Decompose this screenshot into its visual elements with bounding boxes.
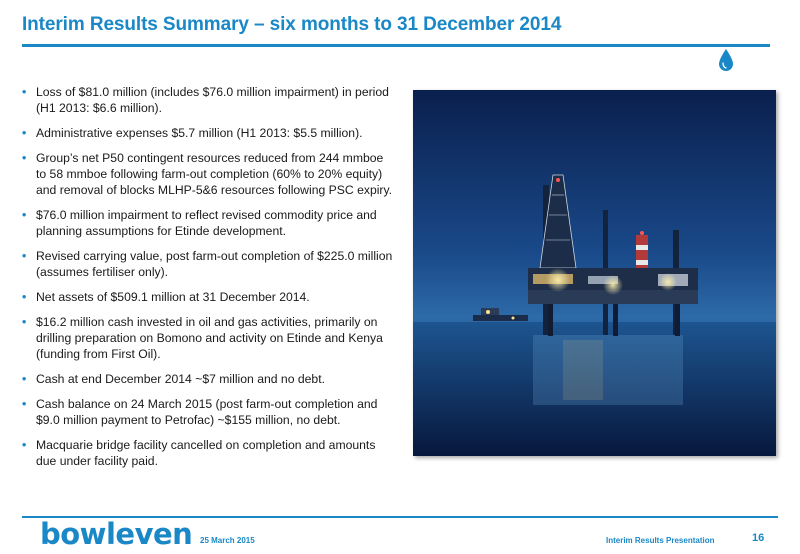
bullet-item — [22, 437, 394, 469]
bullet-item — [22, 289, 394, 305]
bullet-item — [22, 125, 394, 141]
bullet-item — [22, 84, 394, 116]
bullet-item — [22, 396, 394, 428]
bullet-marker: • — [22, 438, 27, 452]
bullet-marker: • — [22, 315, 27, 329]
bullet-item — [22, 150, 394, 198]
bullet-item — [22, 314, 394, 362]
bullet-marker: • — [22, 151, 27, 165]
bullet-text: Revised carrying value, post farm-out completion of $225.0 million (assumes fertiliser only). — [36, 249, 393, 279]
bullet-marker: • — [22, 290, 27, 304]
bullet-text: Cash balance on 24 March 2015 (post farm-out completion and $9.0 million payment to Petrofac) ~$155 million, no debt. — [36, 397, 378, 427]
page-title: Interim Results Summary – six months to 31 December 2014 — [22, 14, 562, 35]
bullet-item — [22, 248, 394, 280]
page-number: 16 — [752, 532, 765, 544]
bullet-marker: • — [22, 126, 27, 140]
bullet-marker: • — [22, 397, 27, 411]
water-drop-icon — [718, 48, 734, 72]
bullet-text: Macquarie bridge facility cancelled on completion and amounts due under facility paid. — [36, 438, 376, 468]
bullet-text: $76.0 million impairment to reflect revised commodity price and planning assumptions for Etinde development. — [36, 208, 377, 238]
bullet-text: Cash at end December 2014 ~$7 million and no debt. — [36, 372, 325, 386]
footer-presentation-title: Interim Results Presentation — [606, 536, 715, 545]
bullet-text: Group’s net P50 contingent resources reduced from 244 mmboe to 58 mmboe following farm-out completion (60% to 20% equity) and removal of blocks MLHP-5&6 resources following PSC expiry. — [36, 151, 393, 197]
bullet-text: $16.2 million cash invested in oil and gas activities, primarily on drilling preparation on Bomono and activity on Etinde and Kenya (funding from First Oil). — [36, 315, 383, 361]
bullet-marker: • — [22, 85, 27, 99]
bullet-item — [22, 371, 394, 387]
bullet-marker: • — [22, 249, 27, 263]
company-logo-text: bowleven — [40, 517, 193, 551]
bullet-text: Loss of $81.0 million (includes $76.0 million impairment) in period (H1 2013: $6.6 million). — [36, 85, 389, 115]
bullet-item — [22, 207, 394, 239]
title-divider — [22, 44, 770, 47]
bullet-marker: • — [22, 208, 27, 222]
bullet-marker: • — [22, 372, 27, 386]
bullet-text: Administrative expenses $5.7 million (H1 2013: $5.5 million). — [36, 126, 363, 140]
footer-date: 25 March 2015 — [200, 536, 255, 545]
company-logo — [40, 519, 192, 549]
bullet-text: Net assets of $509.1 million at 31 December 2014. — [36, 290, 310, 304]
oil-rig-illustration — [413, 90, 776, 456]
oil-rig-photo — [413, 90, 776, 456]
summary-bullet-list — [22, 84, 394, 478]
